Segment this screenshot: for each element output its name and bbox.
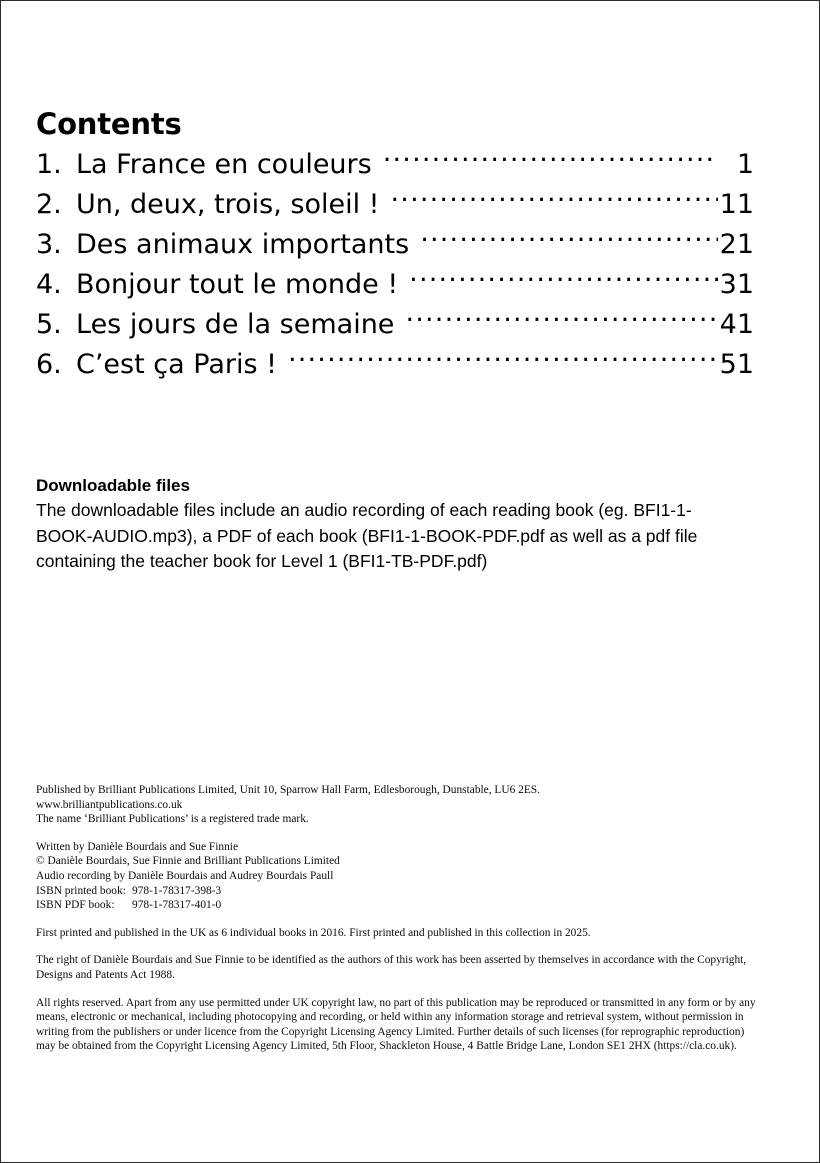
all-rights-group	[36, 996, 766, 1054]
toc-entry-page: 21	[719, 229, 754, 260]
toc-dot-leader	[409, 267, 717, 293]
toc-entry-number: 2.	[36, 189, 62, 220]
copyright-notice: © Danièle Bourdais, Sue Finnie and Brilliant Publications Limited	[36, 855, 340, 868]
table-of-contents	[36, 107, 754, 385]
isbn-pdf-value: 978-1-78317-401-0	[132, 899, 222, 912]
publisher-website[interactable]: www.brilliantpublications.co.uk	[36, 798, 183, 811]
toc-entry-6[interactable]	[36, 345, 754, 385]
trademark-notice: The name ‘Brilliant Publications’ is a registered trade mark.	[36, 813, 309, 826]
publisher-group	[36, 783, 766, 827]
toc-entry-5[interactable]	[36, 305, 754, 345]
toc-entry-title: C’est ça Paris !	[76, 349, 277, 380]
toc-entry-title: Bonjour tout le monde !	[76, 269, 399, 300]
all-rights-reserved-notice: All rights reserved. Apart from any use permitted under UK copyright law, no part of this publication may be reproduced or transmitted in any form or by any means, electronic or mechanical, including photocopying and recording, or held within any information storage and retrieval system, without permission in writing from the publishers or under licence from the Copyright Licensing Agency Limited. Further details of such licenses (for reprographic reproduction) may be obtained from the Copyright Licensing Agency Limited, 5th Floor, Shackleton House, 4 Battle Bridge Lane, London SE1 2HX (https://cla.co.uk).	[36, 996, 756, 1053]
toc-entry-number: 6.	[36, 349, 62, 380]
toc-dot-leader	[383, 147, 718, 173]
isbn-pdf-label: ISBN PDF book:	[36, 899, 115, 912]
first-printed-notice: First printed and published in the UK as 6 individual books in 2016. First printed and published in this collection in 2025.	[36, 926, 591, 939]
toc-entry-page: 51	[719, 349, 754, 380]
toc-entry-title: La France en couleurs	[76, 149, 372, 180]
downloadable-files-heading: Downloadable files	[36, 476, 190, 495]
toc-entry-page: 1	[736, 149, 754, 180]
contents-list	[36, 145, 754, 385]
audio-recording-credit: Audio recording by Danièle Bourdais and Audrey Bourdais Paull	[36, 869, 334, 882]
toc-entry-title: Des animaux importants	[76, 229, 410, 260]
isbn-pdf-row	[36, 898, 766, 913]
downloadable-files-description: The downloadable files include an audio recording of each reading book (eg. BFI1-1-BOOK-AUDIO.mp3), a PDF of each book (BFI1-1-BOOK-PDF.pdf as well as a pdf file containing the teacher book for Level 1 (BFI1-TB-PDF.pdf)	[36, 500, 698, 571]
authors-right-group	[36, 953, 766, 982]
publisher-address: Published by Brilliant Publications Limited, Unit 10, Sparrow Hall Farm, Edlesborough, Dunstable, LU6 2ES.	[36, 784, 540, 796]
print-history-group	[36, 926, 766, 941]
toc-entry-2[interactable]	[36, 185, 754, 225]
imprint-section	[36, 783, 766, 1054]
toc-entry-1[interactable]	[36, 145, 754, 185]
toc-dot-leader	[288, 347, 718, 373]
toc-entry-title: Un, deux, trois, soleil !	[76, 189, 380, 220]
toc-entry-number: 4.	[36, 269, 62, 300]
toc-entry-number: 1.	[36, 149, 62, 180]
toc-entry-page: 41	[719, 309, 754, 340]
authors-right-notice: The right of Danièle Bourdais and Sue Finnie to be identified as the authors of this work has been asserted by themselves in accordance with the Copyright, Designs and Patents Act 1988.	[36, 954, 747, 981]
toc-entry-title: Les jours de la semaine	[76, 309, 395, 340]
toc-dot-leader	[420, 227, 717, 253]
toc-entry-page: 31	[719, 269, 754, 300]
written-by: Written by Danièle Bourdais and Sue Finnie	[36, 840, 238, 853]
credits-group	[36, 840, 766, 913]
toc-entry-number: 3.	[36, 229, 62, 260]
toc-entry-4[interactable]	[36, 265, 754, 305]
toc-entry-page: 11	[719, 189, 754, 220]
toc-entry-number: 5.	[36, 309, 62, 340]
contents-heading: Contents	[36, 107, 182, 141]
toc-dot-leader	[405, 307, 717, 333]
toc-entry-3[interactable]	[36, 225, 754, 265]
isbn-printed-value: 978-1-78317-398-3	[132, 884, 222, 897]
toc-dot-leader	[391, 187, 718, 213]
isbn-printed-label: ISBN printed book:	[36, 884, 126, 897]
isbn-printed-row	[36, 884, 766, 899]
downloadable-files-section	[36, 474, 746, 575]
